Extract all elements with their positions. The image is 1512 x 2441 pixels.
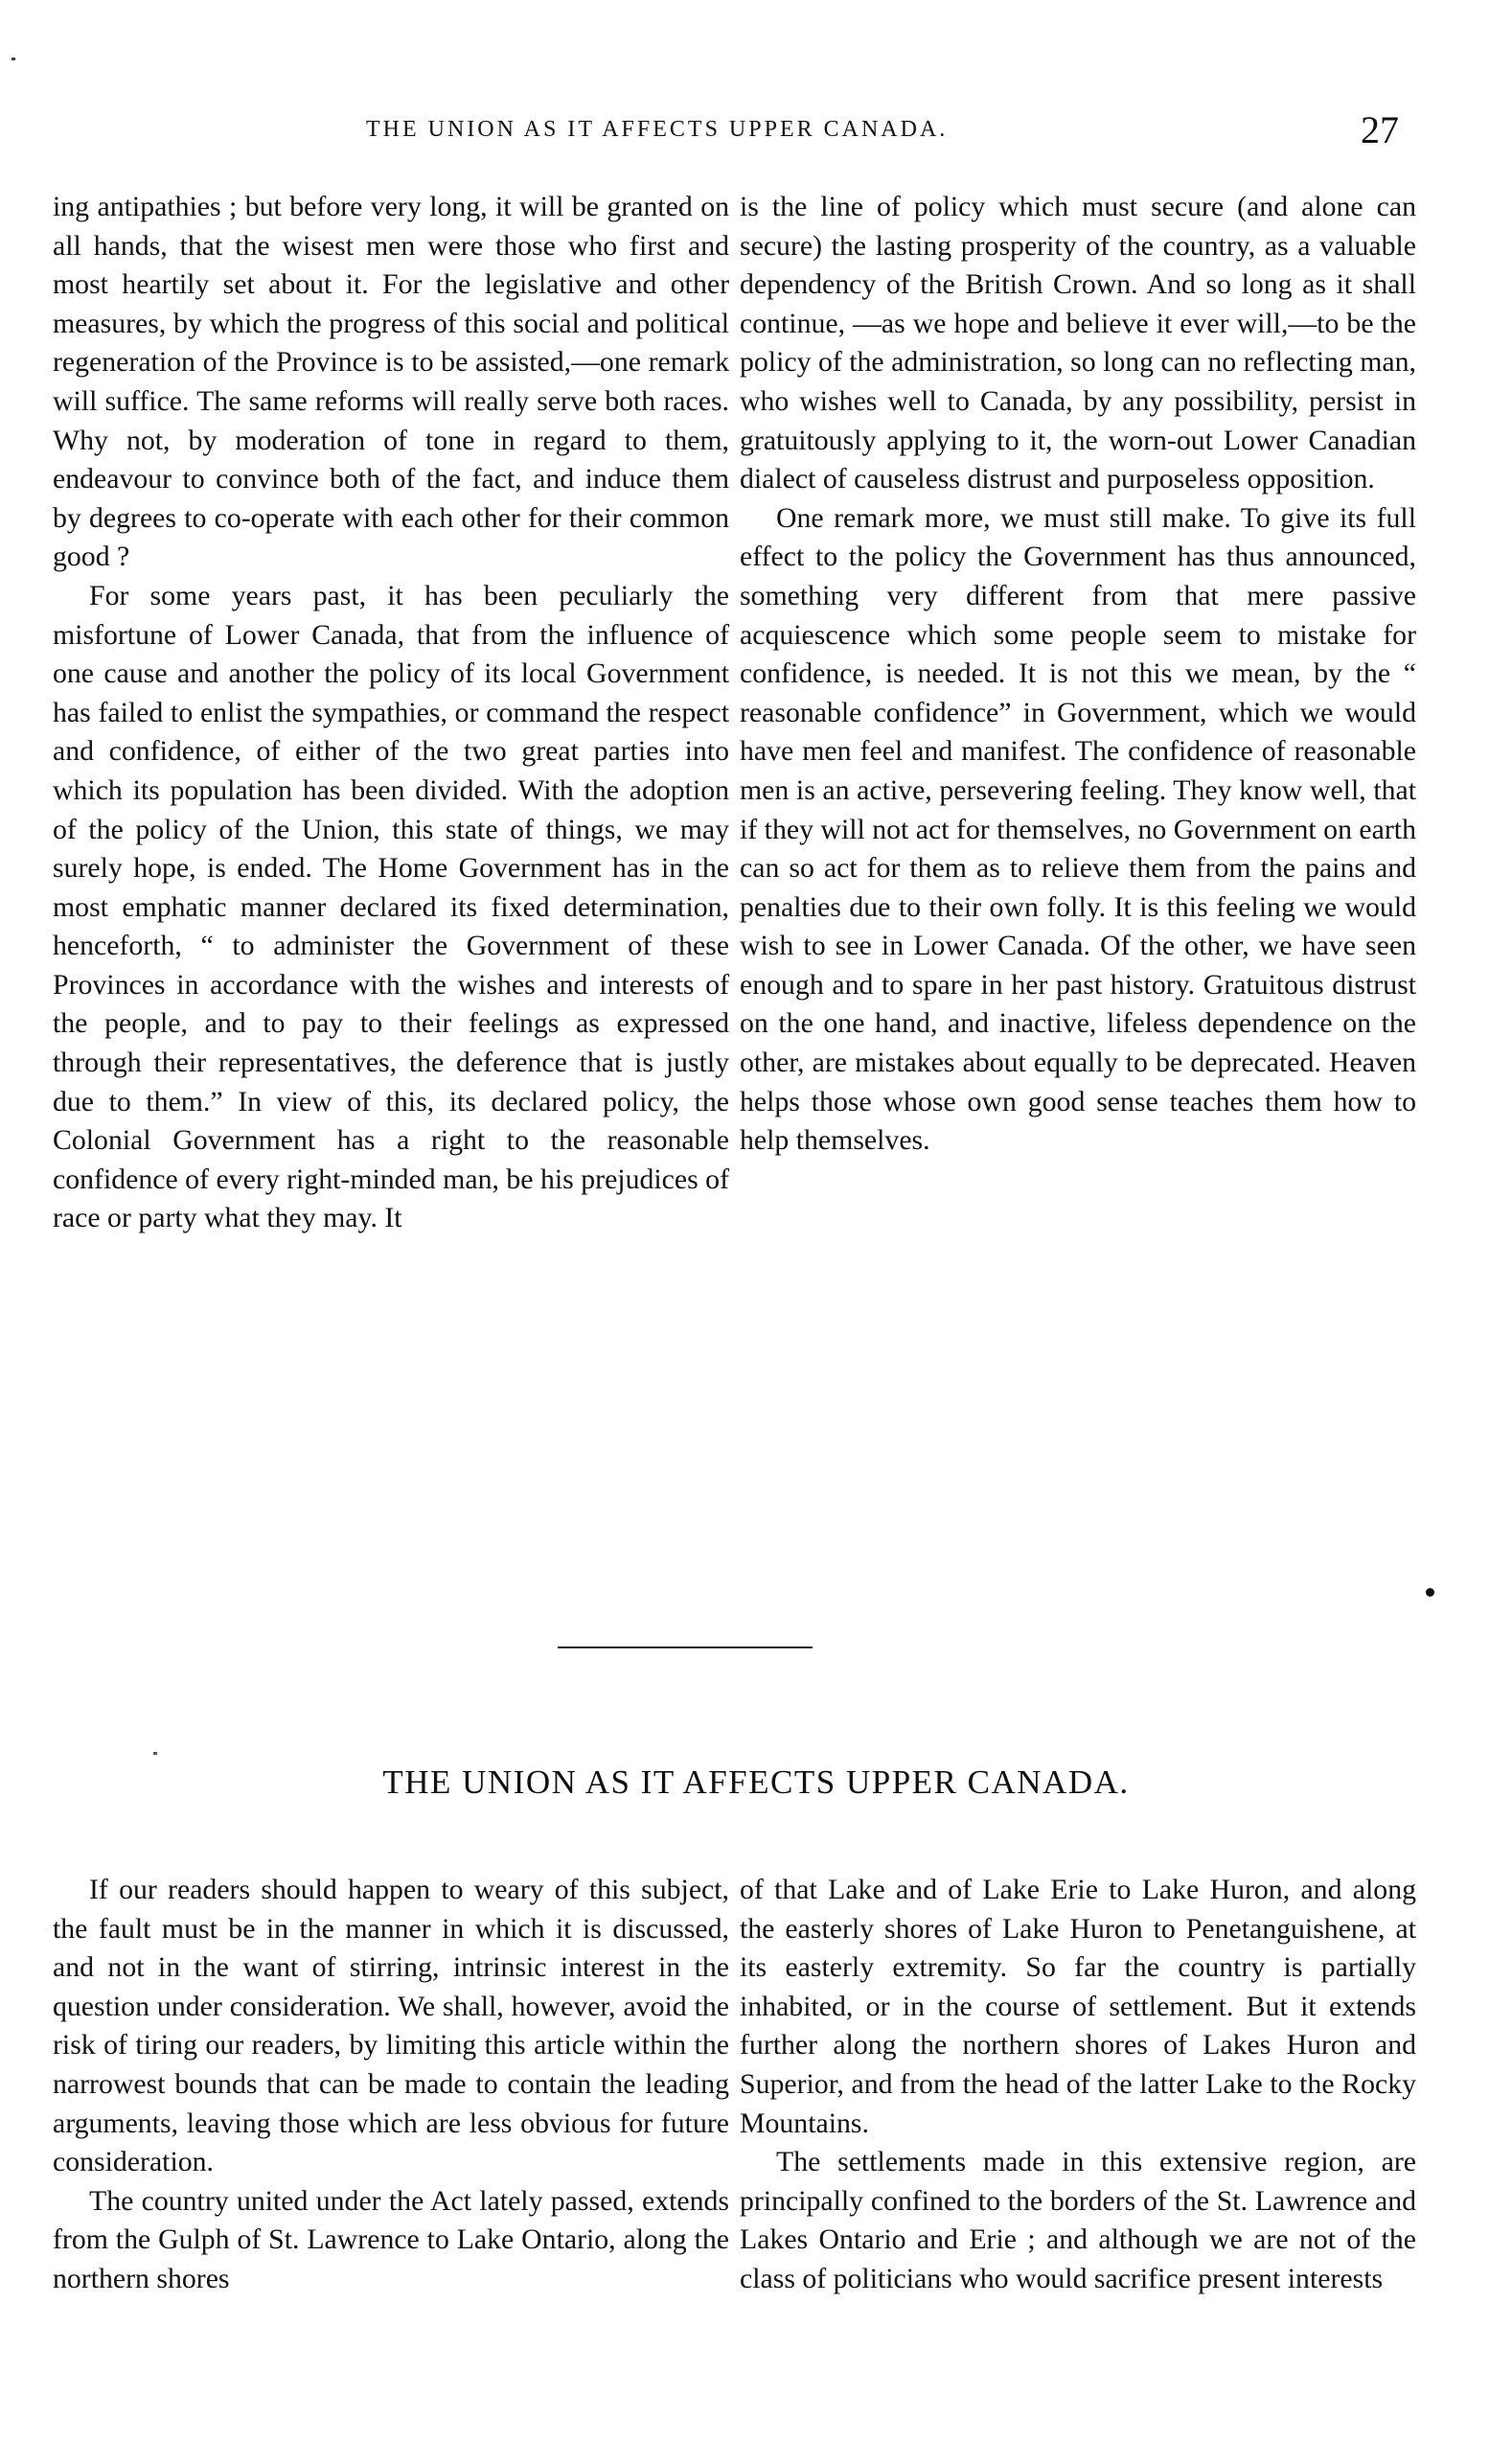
column-bottom-right: [740, 1871, 1416, 2299]
paragraph: of that Lake and of Lake Erie to Lake Huron, and along the easterly shores of Lake Huron to Penetanguishene, at its easterly extremity. So far the country is partially inhabited, or in the course of settlement. But it extends further along the northern shores of Lakes Huron and Superior, and from the head of the latter Lake to the Rocky Mountains.: [740, 1874, 1416, 2139]
page-number: 27: [1361, 108, 1399, 151]
paragraph: The settlements made in this extensive region, are principally confined to the borders of the St. Lawrence and Lakes Ontario and Erie ; and although we are not of the class of politicians who would sacrifice present interests: [740, 2146, 1416, 2294]
column-bottom-left: [53, 1871, 729, 2299]
paragraph: The country united under the Act lately passed, extends from the Gulph of St. Lawrence to Lake Ontario, along the northern shores: [53, 2184, 729, 2294]
article-title: THE UNION AS IT AFFECTS UPPER CANADA.: [382, 1763, 1130, 1801]
running-head-title: THE UNION AS IT AFFECTS UPPER CANADA.: [366, 117, 949, 142]
ink-dot: [1426, 1588, 1434, 1597]
paragraph: is the line of policy which must secure (and alone can secure) the lasting prosperity of the country, as a valuable dependency of the British Crown. And so long as it shall continue, —as we hope and believe it ever will,—to be the policy of the administration, so long can no reflecting man, who wishes well to Canada, by any possibility, persist in gratuitously applying to it, the worn-out Lower Canadian dialect of causeless distrust and purposeless opposition.: [740, 191, 1416, 495]
print-mark: [11, 58, 15, 60]
paragraph: One remark more, we must still make. To give its full effect to the policy the Government has thus announced, something very different from that mere passive acquiescence which some people seem to mistake for confidence, is needed. It is not this we mean, by the “ reasonable confidence” in Government, which we would have men feel and manifest. The confidence of reasonable men is an active, persevering feeling. They know well, that if they will not act for themselves, no Government on earth can so act for them as to relieve them from the pains and penalties due to their own folly. It is this feeling we would wish to see in Lower Canada. Of the other, we have seen enough and to spare in her past history. Gratuitous distrust on the one hand, and inactive, lifeless dependence on the other, are mistakes about equally to be deprecated. Heaven helps those whose own good sense teaches them how to help themselves.: [740, 501, 1416, 1157]
running-head: [77, 107, 1416, 165]
column-top-right: [740, 188, 1416, 1161]
paragraph: ing antipathies ; but before very long, it will be granted on all hands, that the wisest men were those who first and most heartily set about it. For the legislative and other measures, by which the progress of this social and political regeneration of the Province is to be assisted,—one remark will suffice. The same reforms will really serve both races. Why not, by moderation of tone in regard to them, endeavour to convince both of the fact, and induce them by degrees to co-operate with each other for their common good ?: [53, 191, 729, 573]
section-divider: [558, 1647, 813, 1648]
paragraph: For some years past, it has been peculiarly the misfortune of Lower Canada, that from the influence of one cause and another the policy of its local Government has failed to enlist the sympathies, or command the respect and confidence, of either of the two great parties into which its population has been divided. With the adoption of the policy of the Union, this state of things, we may surely hope, is ended. The Home Government has in the most emphatic manner declared its fixed determination, henceforth, “ to administer the Government of these Provinces in accordance with the wishes and interests of the people, and to pay to their feelings as expressed through their representatives, the deference that is justly due to them.” In view of this, its declared policy, the Colonial Government has a right to the reasonable confidence of every right-minded man, be his prejudices of race or party what they may. It: [53, 579, 729, 1234]
column-top-left: [53, 188, 729, 1238]
print-mark: [153, 1752, 157, 1755]
paragraph: If our readers should happen to weary of this subject, the fault must be in the manner in which it is discussed, and not in the want of stirring, intrinsic interest in the question under consideration. We shall, however, avoid the risk of tiring our readers, by limiting this article within the narrowest bounds that can be made to contain the leading arguments, leaving those which are less obvious for future consideration.: [53, 1874, 729, 2178]
